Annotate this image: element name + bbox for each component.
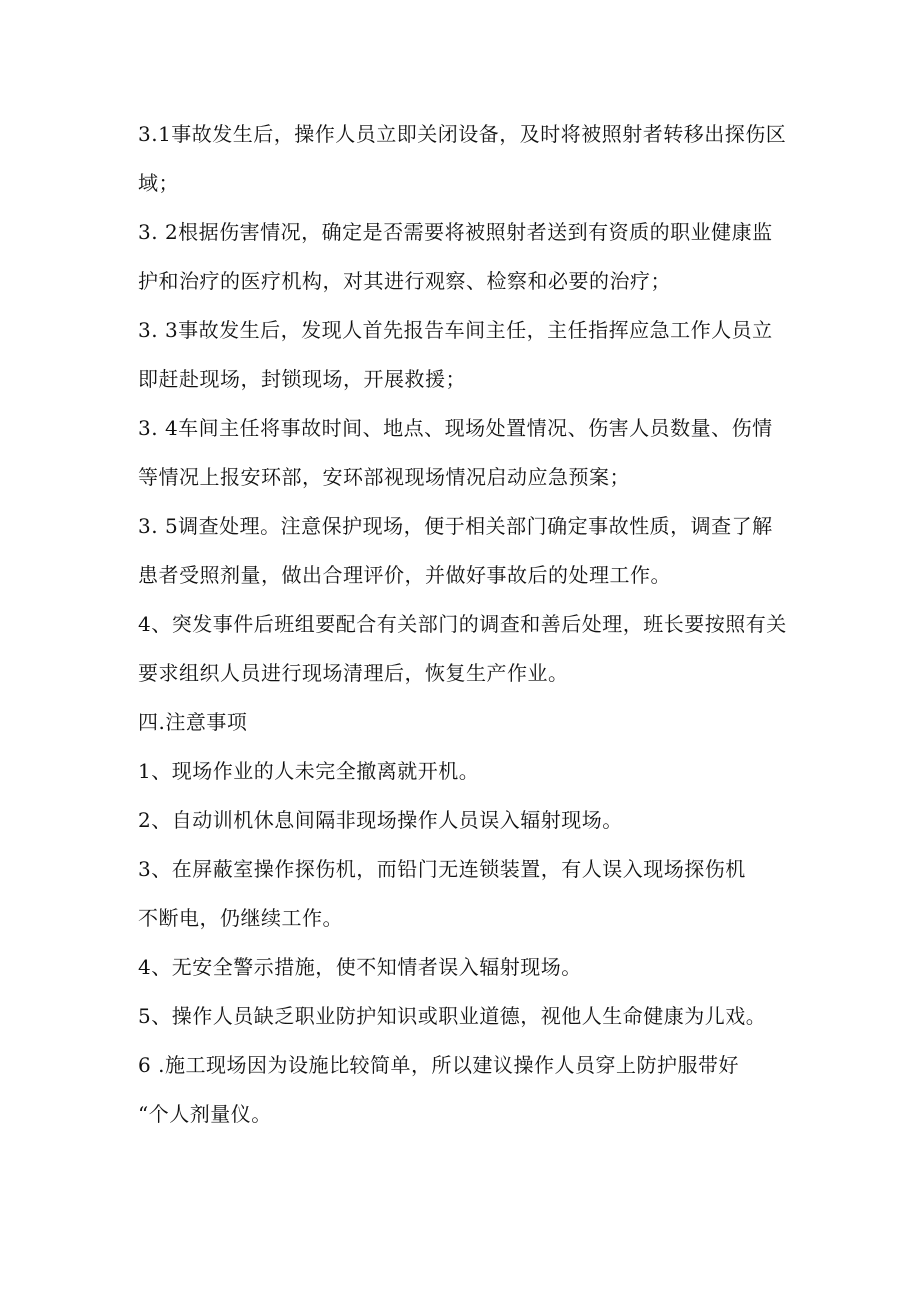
text-line-3-4: 3. 4车间主任将事故时间、地点、现场处置情况、伤害人员数量、伤情: [138, 416, 773, 440]
note-item-3: 3、在屏蔽室操作探伤机，而铅门无连锁装置，有人误入现场探伤机: [138, 857, 746, 881]
text-line-3-3-cont: 即赶赴现场，封锁现场，开展救援；: [138, 367, 466, 391]
section-heading-notes: 四.注意事项: [138, 710, 248, 734]
note-item-4: 4、无安全警示措施，使不知情者误入辐射现场。: [138, 955, 582, 979]
text-line-3-2-cont: 护和治疗的医疗机构，对其进行观察、检察和必要的治疗；: [138, 269, 671, 293]
note-item-1: 1、现场作业的人未完全撤离就开机。: [138, 759, 480, 783]
note-item-6: 6 .施工现场因为设施比较简单，所以建议操作人员穿上防护服带好: [138, 1053, 739, 1077]
note-item-3-cont: 不断电，仍继续工作。: [138, 906, 343, 930]
text-line-4-cont: 要求组织人员进行现场清理后，恢复生产作业。: [138, 661, 569, 685]
note-item-2: 2、自动训机休息间隔非现场操作人员误入辐射现场。: [138, 808, 623, 832]
text-line-3-5-cont: 患者受照剂量，做出合理评价，并做好事故后的处理工作。: [138, 563, 671, 587]
text-line-3-4-cont: 等情况上报安环部，安环部视现场情况启动应急预案；: [138, 465, 630, 489]
text-line-3-5: 3. 5调查处理。注意保护现场，便于相关部门确定事故性质，调查了解: [138, 514, 773, 538]
note-item-5: 5、操作人员缺乏职业防护知识或职业道德，视他人生命健康为儿戏。: [138, 1004, 767, 1028]
text-line-3-2: 3. 2根据伤害情况，确定是否需要将被照射者送到有资质的职业健康监: [138, 220, 773, 244]
text-line-3-1: 3.1事故发生后，操作人员立即关闭设备，及时将被照射者转移出探伤区: [138, 122, 787, 146]
text-line-3-1-cont: 域；: [138, 171, 179, 195]
text-line-3-3: 3. 3事故发生后，发现人首先报告车间主任，主任指挥应急工作人员立: [138, 318, 773, 342]
text-line-4: 4、突发事件后班组要配合有关部门的调查和善后处理，班长要按照有关: [138, 612, 787, 636]
note-item-6-cont: “个人剂量仪。: [138, 1102, 272, 1126]
